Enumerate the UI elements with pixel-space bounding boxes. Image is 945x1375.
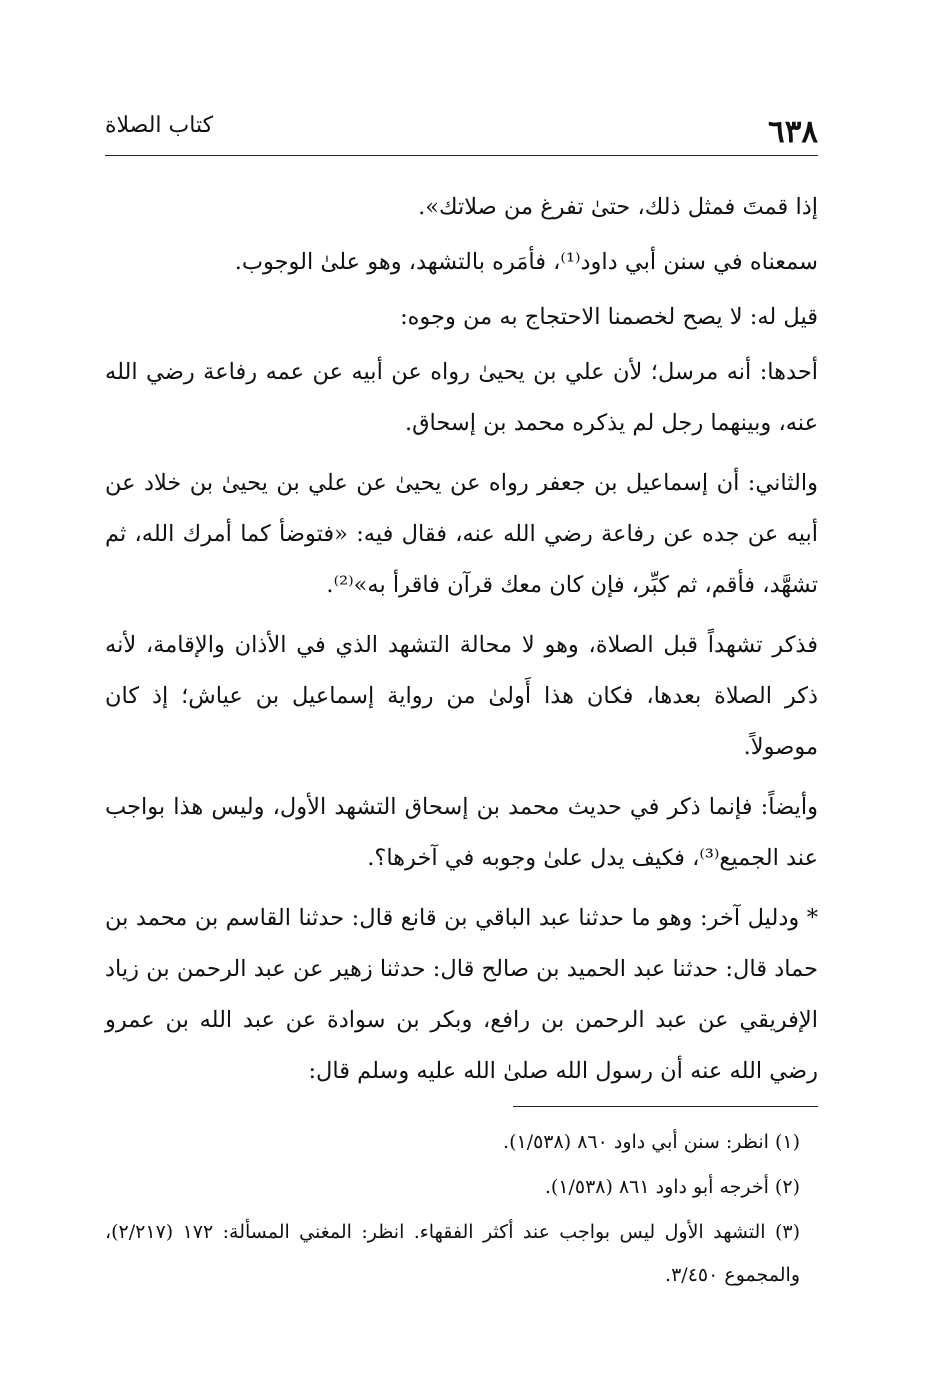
paragraph: أحدها: أنه مرسل؛ لأن علي بن يحيىٰ رواه عن أبيه عن عمه رفاعة رضي الله عنه، وبينهما رجل لم يذكره محمد بن إسحاق.: [105, 359, 818, 436]
paragraph: * ودليل آخر: وهو ما حدثنا عبد الباقي بن قانع قال: حدثنا القاسم بن محمد بن حماد قال: حدثنا عبد الحميد بن صالح قال: حدثنا زهير عن عبد الرحمن بن زياد الإفريقي عن عبد الرحمن بن رافع، وبكر بن سوادة عن عبد الله بن عمرو رضي الله عنه أن رسول الله صلىٰ الله عليه وسلم قال:: [105, 905, 818, 1084]
page-number: ٦٣٨: [768, 114, 818, 150]
book-title: كتاب الصلاة: [105, 113, 214, 138]
footnote-separator: [513, 1106, 818, 1107]
paragraph: وأيضاً: فإنما ذكر في حديث محمد بن إسحاق التشهد الأول، وليس هذا بواجب عند الجميع⁽³⁾، فكيف يدل علىٰ وجوبه في آخرها؟.: [105, 794, 818, 871]
paragraph: والثاني: أن إسماعيل بن جعفر رواه عن يحيىٰ عن علي بن يحيىٰ بن خلاد عن أبيه عن جده عن رفاعة رضي الله عنه، فقال فيه: «فتوضأ كما أمرك الله، ثم تشهَّد، فأقم، ثم كبِّر، فإن كان معك قرآن فاقرأ به»⁽²⁾.: [105, 470, 818, 598]
paragraph: إذا قمتَ فمثل ذلك، حتىٰ تفرغ من صلاتك».: [418, 194, 818, 220]
footnote: (١) انظر: سنن أبي داود ٨٦٠ (١/٥٣٨).: [503, 1131, 800, 1153]
book-page: [105, 105, 818, 1299]
main-text: [105, 182, 818, 1097]
footnote: (٢) أخرجه أبو داود ٨٦١ (١/٥٣٨).: [544, 1176, 800, 1198]
running-header: [105, 105, 818, 156]
footnotes: [105, 1121, 818, 1297]
footnote: (٣) التشهد الأول ليس بواجب عند أكثر الفقهاء. انظر: المغني المسألة: ١٧٢ (٢/٢١٧)، والمجموع ٣/٤٥٠.: [105, 1221, 801, 1286]
paragraph: سمعناه في سنن أبي داود⁽¹⁾، فأمَره بالتشهد، وهو علىٰ الوجوب.: [234, 249, 818, 275]
paragraph: قيل له: لا يصح لخصمنا الاحتجاج به من وجوه:: [400, 304, 818, 330]
paragraph: فذكر تشهداً قبل الصلاة، وهو لا محالة التشهد الذي في الأذان والإقامة، لأنه ذكر الصلاة بعدها، فكان هذا أَولىٰ من رواية إسماعيل بن عياش؛ إذ كان موصولاً.: [105, 632, 818, 760]
